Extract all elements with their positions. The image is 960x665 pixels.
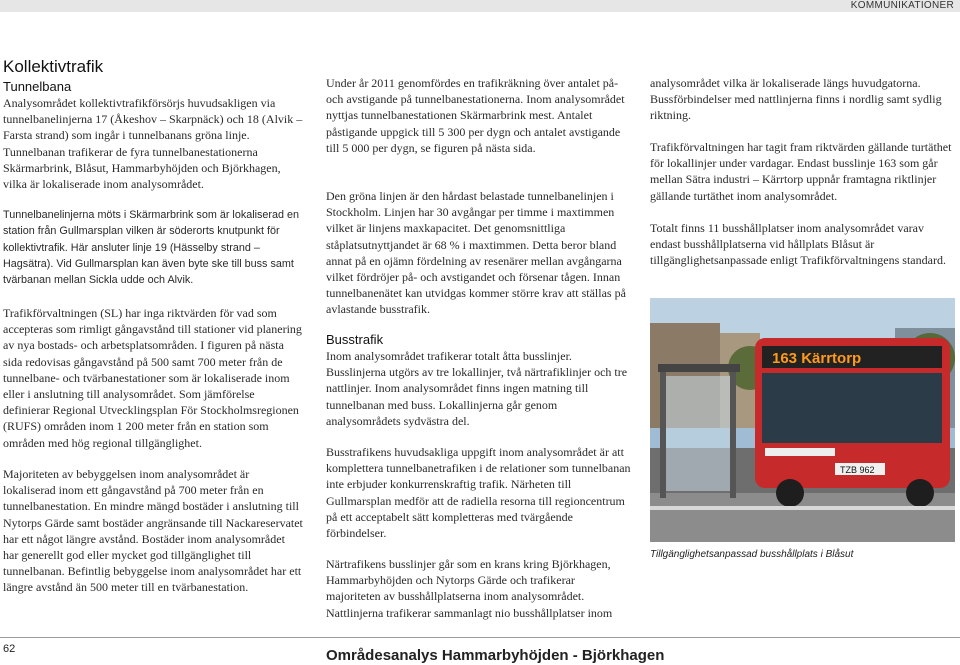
col2-paragraph-4: Busstrafikens huvudsakliga uppgift inom analysområdet är att komplettera tunnelbanetrafiken i de relationer som tunnelbanan inte erbjuder konkurrenskraftig trafik. Närheten till Gullmarsplan medför att de radiella resorna till regioncentrum på ett acceptabelt sätt kompletteras med tvärgående förbindelser. <box>326 445 631 541</box>
col3-block-3 <box>650 220 955 269</box>
bus-stop-photo <box>650 298 955 542</box>
footer-rule <box>0 637 960 638</box>
col3-block-2 <box>650 139 955 204</box>
col1-paragraph-1: Analysområdet kollektivtrafikförsörjs huvudsakligen via tunnelbanelinjerna 17 (Åkeshov – Skarpnäck) och 18 (Alvik – Farsta strand) som ingår i tunnelbanans gröna linje. Tunnelbanan trafikerar de fyra tunnelbanestationerna Skärmarbrink, Blåsut, Hammarbyhöjden och Björkhagen, vilka är lokaliserade inom analysområdet. <box>3 96 303 192</box>
subheading-tunnelbana: Tunnelbana <box>3 79 72 94</box>
subheading-busstrafik: Busstrafik <box>326 332 384 347</box>
col2-paragraph-5: Närtrafikens busslinjer går som en krans kring Björkhagen, Hammarbyhöjden och Nytorps Gärde och trafikerar majoriteten av busshållplatserna inom analysområdet. Nattlinjerna trafikerar sammanlagt nio busshållplatser inom <box>326 557 613 620</box>
footer-title: Områdesanalys Hammarbyhöjden - Björkhagen <box>326 647 665 664</box>
bus-plate: TZB 962 <box>840 465 875 475</box>
col2-paragraph-2: Den gröna linjen är den hårdast belastade tunnelbanelinjen i Stockholm. Linjen har 30 avgångar per timme i maxtimmen vilket är linjens maxkapacitet. Det genomsnittliga ståplatsutnyttjandet är 68 % i maxtimmen. Detta beror bland annat på en ojämn fördelning av resenärer mellan avgångarna vilket fördröjer på- och avstigandet och försenar tågen. Innan tunnelbanenätet kan utvidgas kommer större krav att ställas på avlastande busstrafik. <box>326 189 626 317</box>
bus-stop-illustration <box>650 298 955 542</box>
header-bar <box>0 0 960 12</box>
col3-paragraph-1: analysområdet vilka är lokaliserade längs huvudgatorna. Bussförbindelser med nattlinjerna finns i nordlig samt sydlig riktning. <box>650 76 942 123</box>
col2-block-2 <box>326 188 631 318</box>
col2-block-5 <box>326 556 631 621</box>
page-number: 62 <box>3 643 16 655</box>
photo-caption: Tillgänglighetsanpassad busshållplats i Blåsut <box>650 549 854 560</box>
col2-paragraph-3: Inom analysområdet trafikerar totalt åtta busslinjer. Busslinjerna utgörs av tre lokallinjer, två närtrafiklinjer och tre nattlinjer. Inom analysområdet finns ingen matning till tunnelbanan med buss. Lokallinjerna går genom analysområdets sydvästra del. <box>326 349 628 428</box>
col3-paragraph-3: Totalt finns 11 busshållplatser inom analysområdet varav endast busshållplatserna vid hållplats Blåsut är tillgänglighetsanpassade enligt Trafikförvaltningens standard. <box>650 221 946 268</box>
col2-block-4 <box>326 444 631 541</box>
col1-block-3 <box>3 305 303 451</box>
column-3 <box>650 75 955 124</box>
col1-block-2 <box>3 207 303 288</box>
column-2 <box>326 75 631 156</box>
column-1 <box>3 79 303 192</box>
col2-paragraph-1: Under år 2011 genomfördes en trafikräkning över antalet på- och avstigande på tunnelbanestationerna. Inom analysområdet nyttjas tunnelbanestationen Skärmarbrink mest. Antalet påstigande uppgick till 5 300 per dygn och antalet avstigande till 5 000 per dygn, se figuren på nästa sida. <box>326 76 625 155</box>
col2-block-3 <box>326 332 631 429</box>
col1-paragraph-4: Majoriteten av bebyggelsen inom analysområdet är lokaliserad inom ett gångavstånd på 700 meter från en tunnelbanestation. En mindre mängd bostäder i anslutning till Nytorps Gärde samt bostäder angränsande till Nackareservatet har ett något längre avstånd. Bostäder inom analysområdet har generellt god eller mycket god tillgänglighet till tunnelbanan. Befintlig bebyggelse inom analysområdet har ett längre avstånd än 500 meter till en tvärbanestation. <box>3 467 303 595</box>
page-heading: Kollektivtrafik <box>3 57 104 76</box>
col1-paragraph-3: Trafikförvaltningen (SL) har inga riktvärden för vad som accepteras som rimligt gångavstånd till stationer vid planering av nya bostads- och arbetsplatsområden. I figuren på nästa sida redovisas gångavstånd på 500 samt 700 meter från de tunnelbane- och tvärbanestationer som är lokaliserade inom eller i anslutning till analysområdet. Som jämförelse definierar Regional Utvecklingsplan För Stockholmsregionen (RUFS) områden inom 1 200 meter från en station som områden med hög regional tillgänglighet. <box>3 306 302 450</box>
section-label: KOMMUNIKATIONER <box>850 0 954 11</box>
col3-paragraph-2: Trafikförvaltningen har tagit fram riktvärden gällande turtäthet för lokallinjer under vardagar. Endast busslinje 163 som går mellan Sätra industri – Kärrtorp uppnår framtagna riktlinjer gällande turtäthet inom analysområdet. <box>650 140 952 203</box>
col1-block-4 <box>3 466 303 596</box>
bus-destination-sign: 163 Kärrtorp <box>772 350 862 367</box>
col1-paragraph-2: Tunnelbanelinjerna möts i Skärmarbrink som är lokaliserad en station från Gullmarsplan vilken är söderorts knutpunkt för kollektivtrafik. Här ansluter linje 19 (Hässelby strand – Hagsätra). Vid Gullmarsplan kan även byte ske till buss samt tvärbanan mellan Sickla udde och Alvik. <box>3 209 300 287</box>
